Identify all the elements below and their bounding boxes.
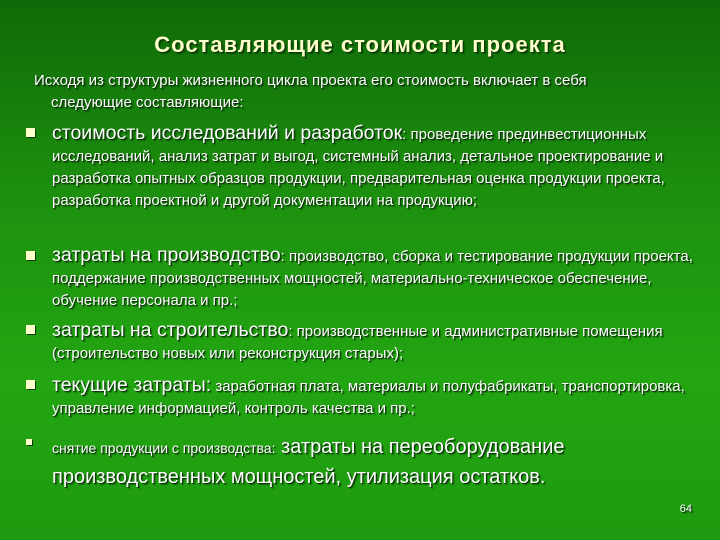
intro-line-2: следующие составляющие: <box>51 94 244 111</box>
item-description: заработная плата, материалы и полуфабрикаты, транспортировка, управление информацией, контроль качества и пр.; <box>52 378 685 417</box>
bullet-icon <box>26 251 35 260</box>
item-heading: стоимость исследований и разработок <box>52 122 403 144</box>
page-number: 64 <box>679 503 692 515</box>
list-item-research-costs <box>20 122 695 212</box>
bullet-icon <box>26 128 35 137</box>
list-item-production-costs <box>20 244 695 312</box>
list-item-current-costs <box>20 374 695 420</box>
list-item-construction-costs <box>20 319 695 365</box>
bullet-icon <box>26 380 35 389</box>
item-description: затраты на переоборудование производственных мощностей, утилизация остатков. <box>52 436 565 488</box>
slide-title: Составляющие стоимости проекта <box>154 32 566 57</box>
item-description: : производственные и административные помещения (строительство новых или реконструкция старых); <box>52 323 663 362</box>
item-heading: текущие затраты: <box>52 374 212 396</box>
list-item-decommissioning <box>20 433 695 493</box>
bullet-icon <box>26 325 35 334</box>
bullet-icon <box>26 439 32 445</box>
intro-line-1: Исходя из структуры жизненного цикла проекта его стоимость включает в себя <box>34 72 587 89</box>
item-heading: затраты на производство <box>52 244 281 266</box>
intro-text <box>34 70 694 114</box>
item-heading: затраты на строительство <box>52 319 289 341</box>
item-description: : производство, сборка и тестирование продукции проекта, поддержание производственных мощностей, материально-техническое обеспечение, обучение персонала и пр.; <box>52 248 693 309</box>
item-description: : проведение прединвестиционных исследований, анализ затрат и выгод, системный анализ, детальное проектирование и разработка опытных образцов продукции, предварительная оценка продукции проекта, разработка проектной и другой документации на продукцию; <box>52 126 665 209</box>
item-heading: снятие продукции с производства: <box>52 440 276 456</box>
